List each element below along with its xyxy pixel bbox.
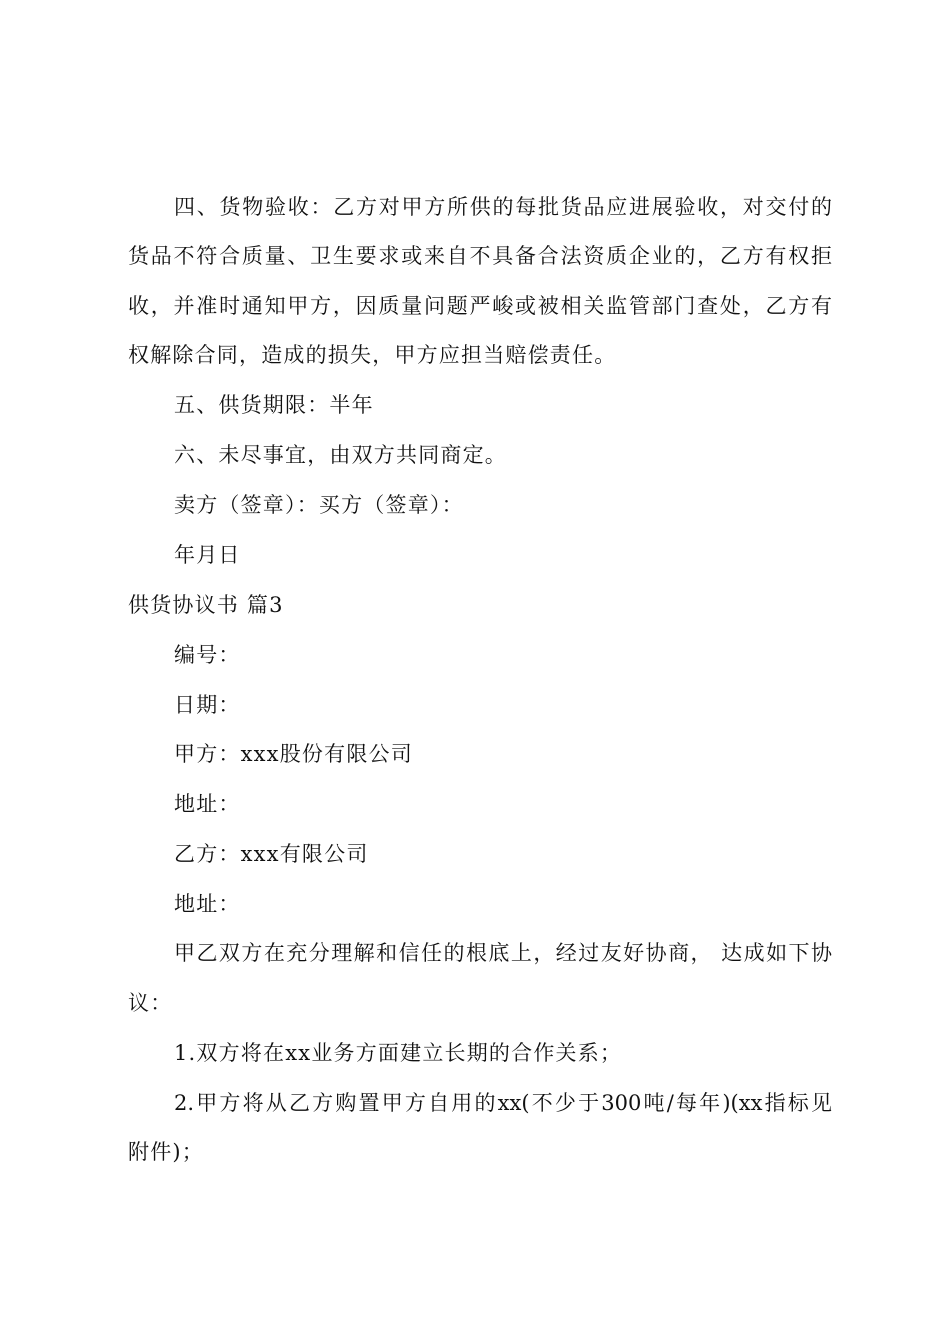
paragraph-supply-period: 五、供货期限：半年 bbox=[174, 393, 374, 417]
paragraph-agreement-intro-line-1: 甲乙双方在充分理解和信任的根底上，经过友好协商， 达成如下协 bbox=[174, 941, 832, 965]
paragraph-inspection-line-3: 收，并准时通知甲方，因质量问题严峻或被相关监管部门查处，乙方有 bbox=[128, 294, 832, 318]
field-party-b: 乙方：xxx有限公司 bbox=[174, 842, 369, 866]
paragraph-inspection-line-1: 四、货物验收：乙方对甲方所供的每批货品应进展验收，对交付的 bbox=[174, 195, 832, 219]
field-party-a: 甲方：xxx股份有限公司 bbox=[174, 742, 413, 766]
date-line: 年月日 bbox=[174, 543, 241, 567]
clause-2-line-2: 附件)； bbox=[128, 1140, 204, 1164]
paragraph-other-matters: 六、未尽事宜，由双方共同商定。 bbox=[174, 443, 507, 467]
paragraph-agreement-intro-line-2: 议： bbox=[128, 991, 173, 1015]
paragraph-inspection-line-4: 权解除合同，造成的损失，甲方应担当赔偿责任。 bbox=[128, 343, 617, 367]
field-party-a-address: 地址： bbox=[174, 792, 241, 816]
paragraph-inspection-line-2: 货品不符合质量、卫生要求或来自不具备合法资质企业的，乙方有权拒 bbox=[128, 244, 832, 268]
clause-2-line-1: 2.甲方将从乙方购置甲方自用的xx(不少于300吨/每年)(xx指标见 bbox=[174, 1091, 832, 1115]
signature-line: 卖方（签章）：买方（签章）： bbox=[174, 493, 464, 517]
section-heading: 供货协议书 篇3 bbox=[128, 593, 284, 617]
field-number: 编号： bbox=[174, 643, 241, 667]
field-date: 日期： bbox=[174, 693, 241, 717]
field-party-b-address: 地址： bbox=[174, 892, 241, 916]
clause-1: 1.双方将在xx业务方面建立长期的合作关系； bbox=[174, 1041, 623, 1065]
